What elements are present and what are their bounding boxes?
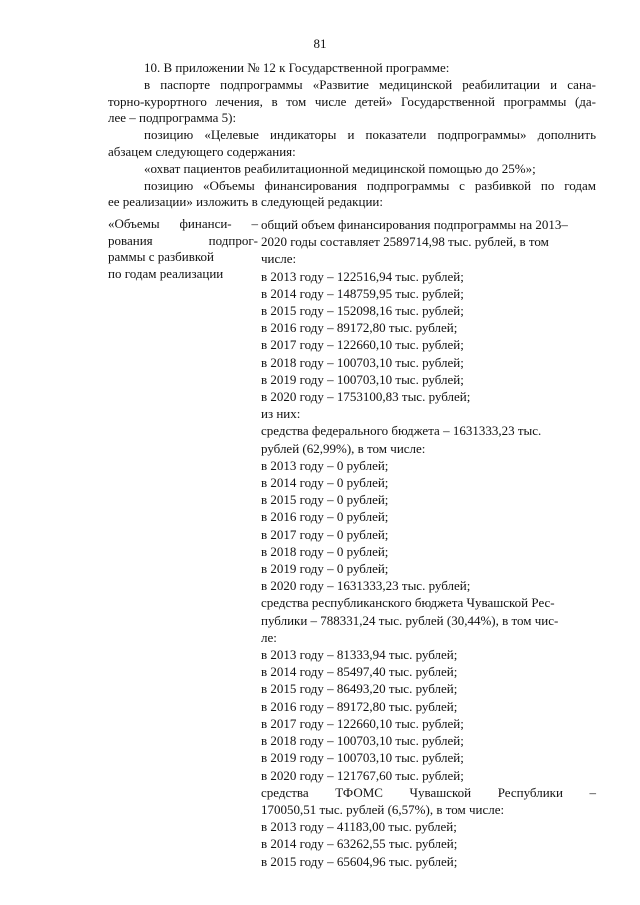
tfoms-line-1 bbox=[261, 784, 596, 801]
federal-2013: в 2013 году – 0 рублей; bbox=[261, 457, 389, 473]
federal-2016: в 2016 году – 0 рублей; bbox=[261, 509, 389, 525]
tfoms-line-2: 170050,51 тыс. рублей (6,57%), в том числе: bbox=[261, 801, 505, 817]
intro-paragraph-2-line-1: в паспорте подпрограммы «Развитие медицинской реабилитации и сана- bbox=[144, 76, 596, 92]
tfoms-word: Республики bbox=[497, 784, 563, 800]
left-cell-line-4: по годам реализации bbox=[108, 265, 224, 281]
federal-2017: в 2017 году – 0 рублей; bbox=[261, 526, 389, 542]
federal-2018: в 2018 году – 0 рублей; bbox=[261, 543, 389, 559]
total-line-3: числе: bbox=[261, 251, 297, 267]
intro-paragraph-1: 10. В приложении № 12 к Государственной программе: bbox=[144, 60, 450, 75]
intro-paragraph-5-line-1: позицию «Объемы финансирования подпрограммы с разбивкой по годам bbox=[144, 177, 596, 193]
tfoms-word: ТФОМС bbox=[335, 784, 383, 800]
left-cell-word: финанси- bbox=[179, 216, 232, 231]
total-2017: в 2017 году – 122660,10 тыс. рублей; bbox=[261, 337, 464, 353]
intro-paragraph-4: «охват пациентов реабилитационной медицинской помощью до 25%»; bbox=[144, 160, 536, 176]
intro-paragraph-2-line-3: лее – подпрограмма 5): bbox=[108, 110, 237, 126]
total-2020: в 2020 году – 1753100,83 тыс. рублей; bbox=[261, 389, 471, 405]
left-cell-word: рования bbox=[108, 232, 153, 248]
total-2014: в 2014 году – 148759,95 тыс. рублей; bbox=[261, 285, 464, 301]
intro-paragraph-2-line-2: торно-курортного лечения, в том числе детей» Государственной программы (да- bbox=[108, 93, 596, 109]
republic-2017: в 2017 году – 122660,10 тыс. рублей; bbox=[261, 715, 464, 731]
republic-line-1: средства республиканского бюджета Чувашской Рес- bbox=[261, 595, 555, 611]
tfoms-word: Чувашской bbox=[409, 784, 472, 800]
federal-2020: в 2020 году – 1631333,23 тыс. рублей; bbox=[261, 578, 471, 594]
republic-2020: в 2020 году – 121767,60 тыс. рублей; bbox=[261, 767, 464, 783]
tfoms-2014: в 2014 году – 63262,55 тыс. рублей; bbox=[261, 836, 458, 852]
left-cell-line-1 bbox=[108, 216, 258, 233]
total-line-2: 2020 годы составляет 2589714,98 тыс. рублей, в том bbox=[261, 234, 549, 250]
of-them-label: из них: bbox=[261, 406, 301, 422]
left-cell-word: подпрог- bbox=[208, 232, 258, 248]
federal-line-1: средства федерального бюджета – 1631333,23 тыс. bbox=[261, 423, 542, 439]
intro-paragraph-3-line-2: абзацем следующего содержания: bbox=[108, 143, 296, 159]
federal-line-2: рублей (62,99%), в том числе: bbox=[261, 440, 426, 456]
federal-2014: в 2014 году – 0 рублей; bbox=[261, 475, 389, 491]
republic-2016: в 2016 году – 89172,80 тыс. рублей; bbox=[261, 698, 458, 714]
intro-paragraph-3-line-1: позицию «Целевые индикаторы и показатели подпрограммы» дополнить bbox=[144, 127, 596, 143]
left-cell-line-3: раммы с разбивкой bbox=[108, 249, 214, 265]
federal-2019: в 2019 году – 0 рублей; bbox=[261, 561, 389, 577]
republic-2019: в 2019 году – 100703,10 тыс. рублей; bbox=[261, 750, 464, 766]
republic-line-2: публики – 788331,24 тыс. рублей (30,44%), в том чис- bbox=[261, 612, 559, 628]
tfoms-dash: – bbox=[589, 784, 596, 800]
left-cell-line-2 bbox=[108, 233, 258, 250]
total-2019: в 2019 году – 100703,10 тыс. рублей; bbox=[261, 371, 464, 387]
intro-paragraph-5-line-2: ее реализации» изложить в следующей редакции: bbox=[108, 194, 383, 210]
republic-2013: в 2013 году – 81333,94 тыс. рублей; bbox=[261, 647, 458, 663]
total-2013: в 2013 году – 122516,94 тыс. рублей; bbox=[261, 268, 464, 284]
tfoms-2015: в 2015 году – 65604,96 тыс. рублей; bbox=[261, 853, 458, 869]
tfoms-word: средства bbox=[261, 784, 309, 800]
republic-2014: в 2014 году – 85497,40 тыс. рублей; bbox=[261, 664, 458, 680]
table-right-cell bbox=[261, 216, 596, 870]
left-cell-word: «Объемы bbox=[108, 216, 160, 231]
total-2016: в 2016 году – 89172,80 тыс. рублей; bbox=[261, 320, 458, 336]
republic-2015: в 2015 году – 86493,20 тыс. рублей; bbox=[261, 681, 458, 697]
left-cell-dash: – bbox=[251, 216, 258, 231]
republic-2018: в 2018 году – 100703,10 тыс. рублей; bbox=[261, 733, 464, 749]
total-2018: в 2018 году – 100703,10 тыс. рублей; bbox=[261, 354, 464, 370]
federal-2015: в 2015 году – 0 рублей; bbox=[261, 492, 389, 508]
total-2015: в 2015 году – 152098,16 тыс. рублей; bbox=[261, 303, 464, 319]
table-left-cell bbox=[108, 216, 258, 282]
tfoms-2013: в 2013 году – 41183,00 тыс. рублей; bbox=[261, 819, 457, 835]
intro-text bbox=[108, 60, 596, 211]
page-number: 81 bbox=[313, 36, 327, 51]
republic-line-3: ле: bbox=[261, 629, 277, 645]
total-line-1: общий объем финансирования подпрограммы на 2013– bbox=[261, 217, 568, 232]
